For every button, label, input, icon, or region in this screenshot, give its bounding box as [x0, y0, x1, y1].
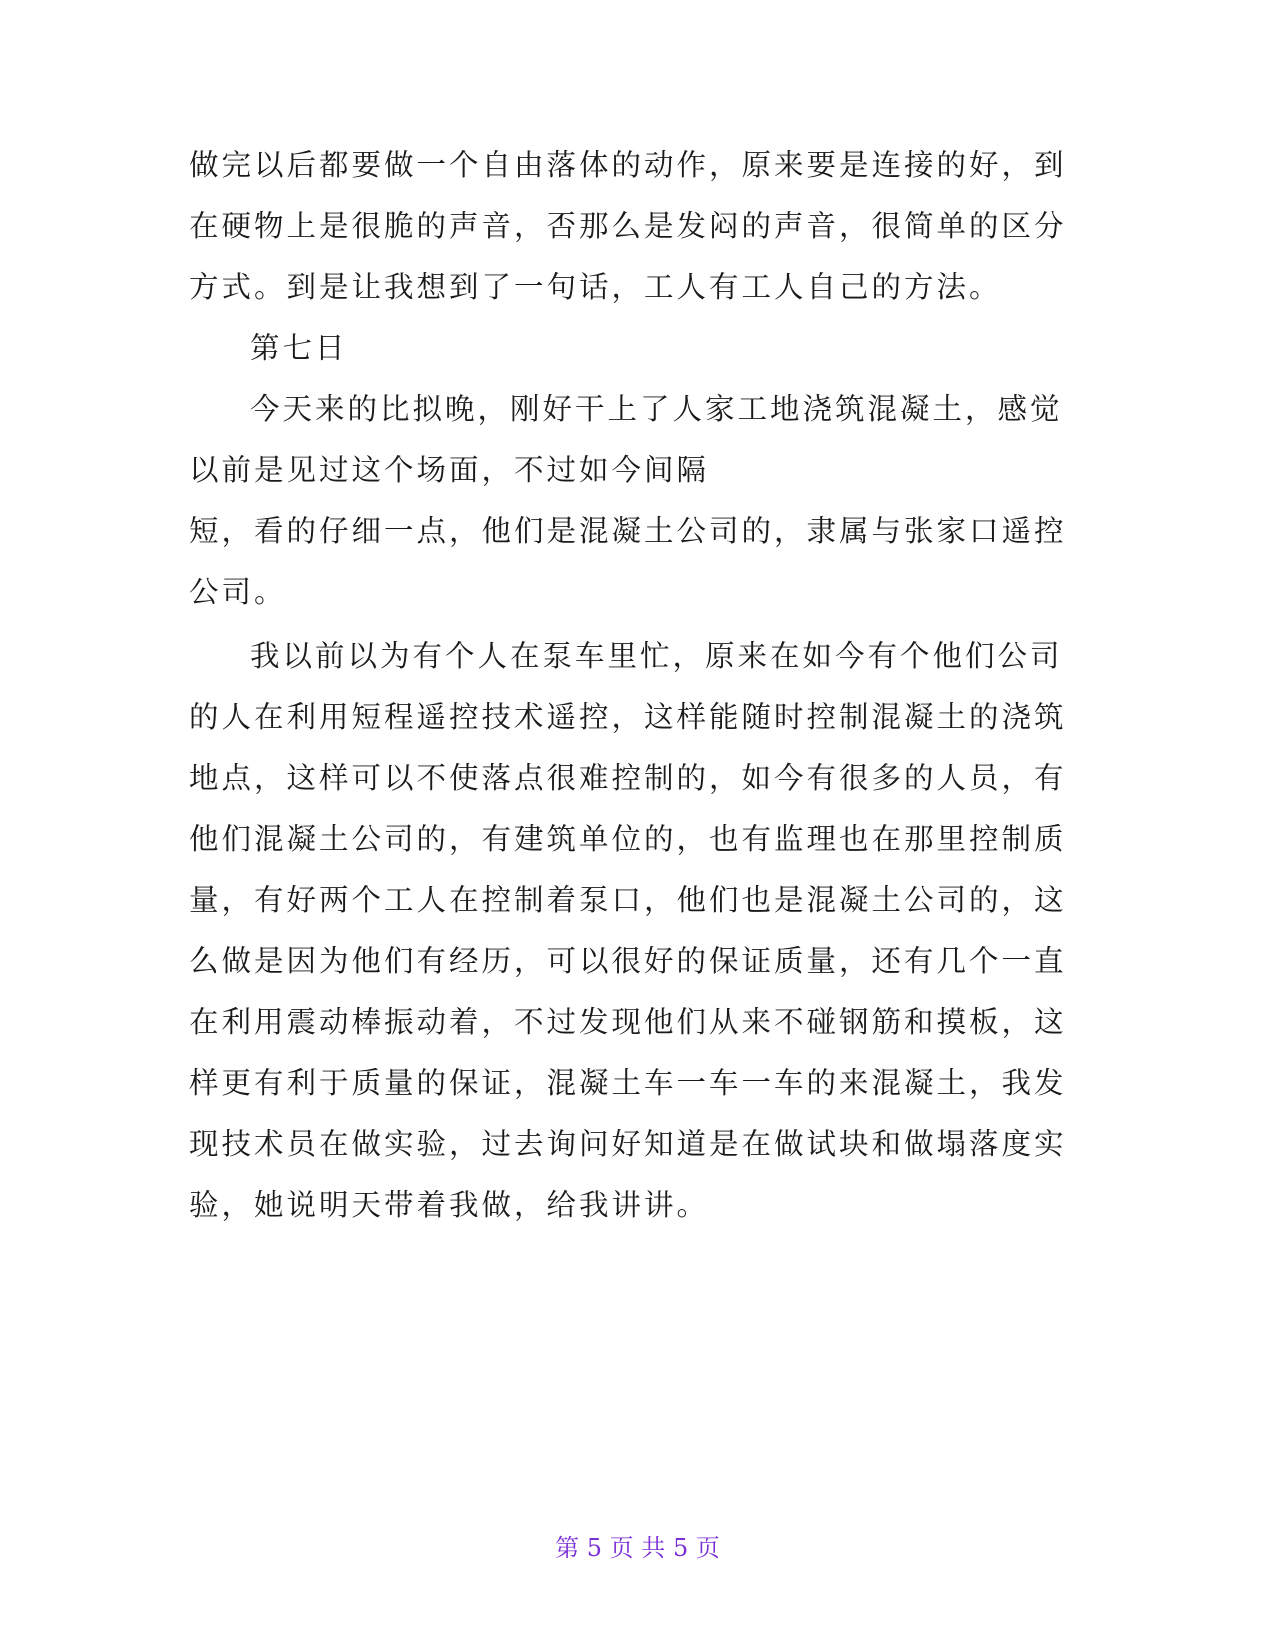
text-line: 他们混凝土公司的，有建筑单位的，也有监理也在那里控制质 [189, 822, 1067, 856]
text-line: 验，她说明天带着我做，给我讲讲。 [189, 1188, 710, 1222]
text-line: 量，有好两个工人在控制着泵口，他们也是混凝土公司的，这 [189, 883, 1067, 917]
text-line: 在利用震动棒振动着，不过发现他们从来不碰钢筋和摸板，这 [189, 1005, 1067, 1039]
text-line: 么做是因为他们有经历，可以很好的保证质量，还有几个一直 [189, 944, 1067, 978]
section-heading: 第七日 [250, 331, 348, 365]
text-line: 今天来的比拟晚，刚好干上了人家工地浇筑混凝土，感觉 [250, 392, 1063, 426]
text-line: 方式。到是让我想到了一句话，工人有工人自己的方法。 [189, 270, 1002, 304]
text-line: 的人在利用短程遥控技术遥控，这样能随时控制混凝土的浇筑 [189, 700, 1067, 734]
text-line: 地点，这样可以不使落点很难控制的，如今有很多的人员，有 [189, 761, 1067, 795]
text-line: 现技术员在做实验，过去询问好知道是在做试块和做塌落度实 [189, 1127, 1067, 1161]
text-line: 公司。 [189, 575, 287, 609]
text-line: 样更有利于质量的保证，混凝土车一车一车的来混凝土，我发 [189, 1066, 1067, 1100]
text-line: 以前是见过这个场面，不过如今间隔 [189, 453, 710, 487]
text-line: 我以前以为有个人在泵车里忙，原来在如今有个他们公司 [250, 639, 1063, 673]
text-line: 在硬物上是很脆的声音，否那么是发闷的声音，很简单的区分 [189, 209, 1067, 243]
page-number-footer: 第 5 页 共 5 页 [555, 1534, 720, 1562]
text-line: 短，看的仔细一点，他们是混凝土公司的，隶属与张家口遥控 [189, 514, 1067, 548]
text-line: 做完以后都要做一个自由落体的动作，原来要是连接的好，到 [189, 148, 1067, 182]
